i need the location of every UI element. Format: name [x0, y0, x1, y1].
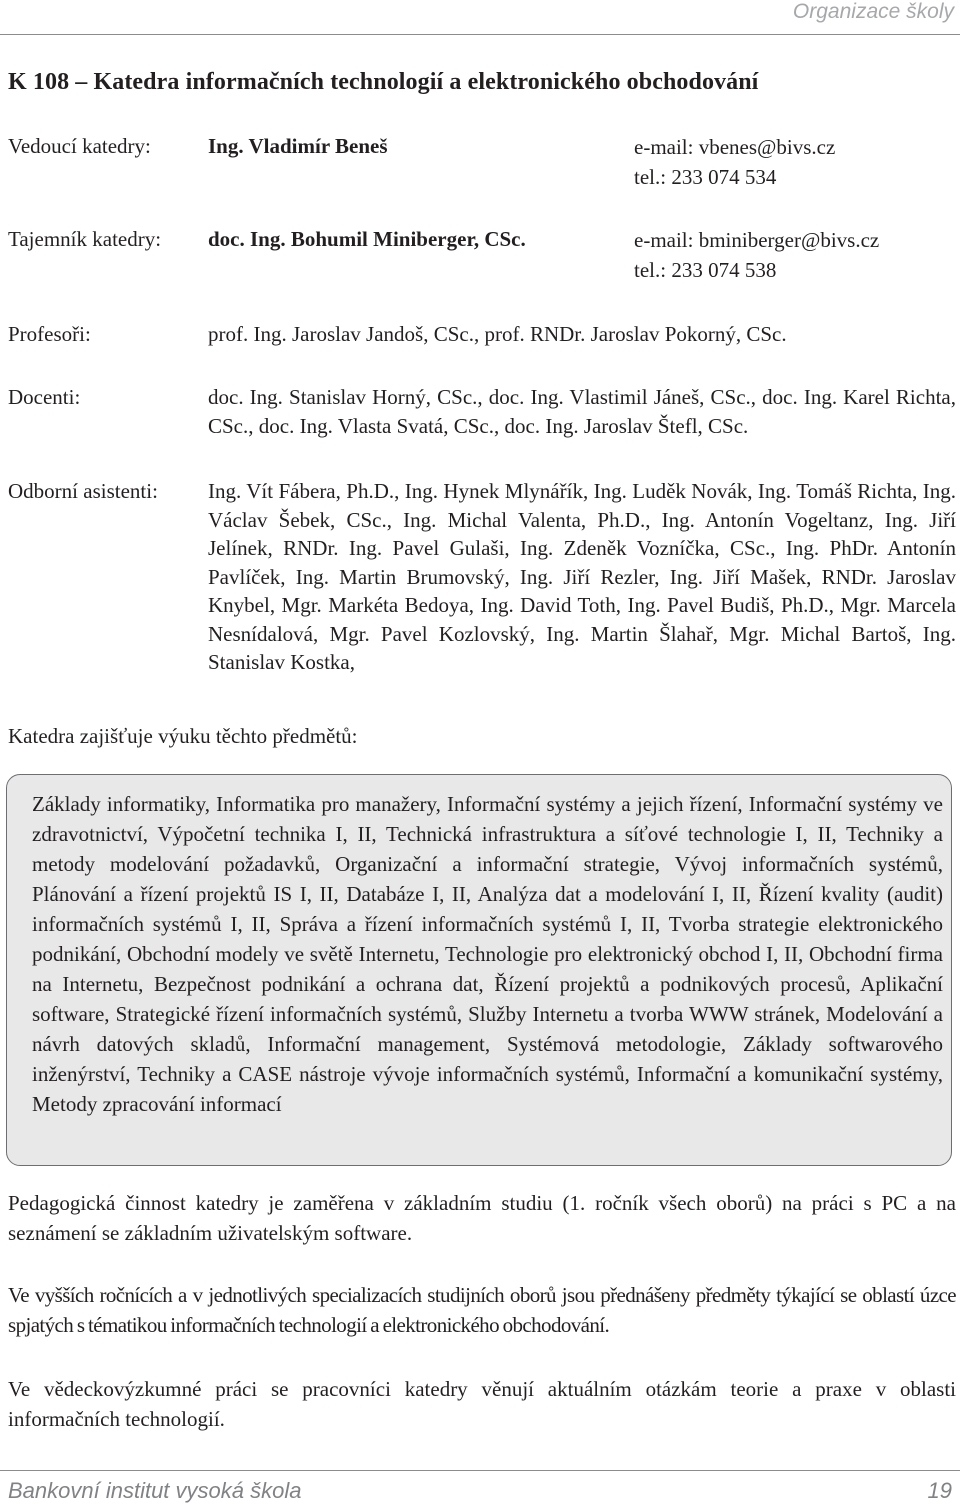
secretary-label: Tajemník katedry: [8, 227, 162, 251]
assistants-list: Ing. Vít Fábera, Ph.D., Ing. Hynek Mlynářík, Ing. Luděk Novák, Ing. Tomáš Richta, Ing. Václav Šebek, CSc., Ing. Michal Valenta, Ph.D., Ing. Antonín Vogeltanz, Ing. Jiří Jelínek, RNDr. Ing. Pavel Gulaši, Ing. Zdeněk Vozníčka, CSc., Ing. PhDr. Antonín Pavlíček, Ing. Martin Brumovský, Ing. Jiří Rezler, Ing. Jiří Mašek, RNDr. Jaroslav Knybel, Mgr. Markéta Bedoya, Ing. David Toth, Ing. Pavel Budiš, Ph.D., Mgr. Marcela Nesnídalová, Mgr. Pavel Kozlovský, Ing. Martin Šlahař, Mgr. Michal Bartoš, Ing. Stanislav Kostka, [208, 479, 956, 674]
head-phone: tel.: 233 074 534 [634, 165, 777, 189]
footer-rule [0, 1470, 960, 1471]
running-header: Organizace školy [792, 0, 954, 23]
paragraph-research: Ve vědeckovýzkumné práci se pracovníci katedry věnují aktuálním otázkám teorie a praxe v oblasti informačních technologií. [8, 1377, 956, 1431]
paragraph-teaching: Pedagogická činnost katedry je zaměřena v základním studiu (1. ročník všech oborů) na práci s PC a na seznámení se základním uživatelským software. [8, 1191, 956, 1245]
docents-label: Docenti: [8, 385, 81, 409]
footer-institution: Bankovní institut vysoká škola [8, 1478, 302, 1503]
secretary-phone: tel.: 233 074 538 [634, 258, 777, 282]
head-contact [634, 132, 835, 192]
subjects-box [6, 774, 952, 1166]
assistants-label: Odborní asistenti: [8, 479, 158, 503]
subjects-heading: Katedra zajišťuje výuku těchto předmětů: [8, 724, 358, 748]
docents-list: doc. Ing. Stanislav Horný, CSc., doc. Ing. Vlastimil Jáneš, CSc., doc. Ing. Karel Richta, CSc., doc. Ing. Vlasta Svatá, CSc., doc. Ing. Jaroslav Štefl, CSc. [208, 385, 956, 438]
professors-label: Profesoři: [8, 322, 91, 346]
secretary-contact [634, 225, 879, 285]
secretary-name: doc. Ing. Bohumil Miniberger, CSc. [208, 227, 526, 251]
head-label: Vedoucí katedry: [8, 134, 151, 158]
subjects-text: Základy informatiky, Informatika pro manažery, Informační systémy a jejich řízení, Informační systémy ve zdravotnictví, Výpočetní technika I, II, Technická infrastruktura a síťové technologie I, II, Techniky a metody modelování požadavků, Organizační a informační strategie, Vývoj informačních systémů, Plánování a řízení projektů IS I, II, Databáze I, II, Analýza dat a modelování I, II, Řízení kvality (audit) informačních systémů I, II, Správa a řízení informačních systémů I, II, Tvorba strategie elektronického podnikání, Obchodní modely ve světě Internetu, Technologie pro elektronický obchod I, II, Obchodní firma na Internetu, Bezpečnost podnikání a ochrana dat, Řízení projektů a podnikových procesů, Aplikační software, Strategické řízení informačních systémů, Služby Internetu a tvorba WWW stránek, Modelování a návrh datových skladů, Informační management, Systémová metodologie, Základy softwarového inženýrství, Techniky a CASE nástroje vývoje informačních systémů, Informační a komunikační systémy, Metody zpracování informací [32, 792, 943, 1116]
secretary-email: e-mail: bminiberger@bivs.cz [634, 228, 880, 252]
paragraph-specializations: Ve vyšších ročnících a v jednotlivých specializacích studijních oborů jsou přednášeny předměty týkající se oblastí úzce spjatých s tématikou informačních technologií a elektronického obchodování. [8, 1283, 956, 1337]
department-title: K 108 – Katedra informačních technologií a elektronického obchodování [8, 69, 759, 95]
header-rule [0, 34, 960, 35]
professors-list: prof. Ing. Jaroslav Jandoš, CSc., prof. RNDr. Jaroslav Pokorný, CSc. [208, 322, 787, 346]
head-name: Ing. Vladimír Beneš [208, 134, 388, 158]
head-email: e-mail: vbenes@bivs.cz [634, 135, 836, 159]
page-number: 19 [927, 1478, 952, 1503]
